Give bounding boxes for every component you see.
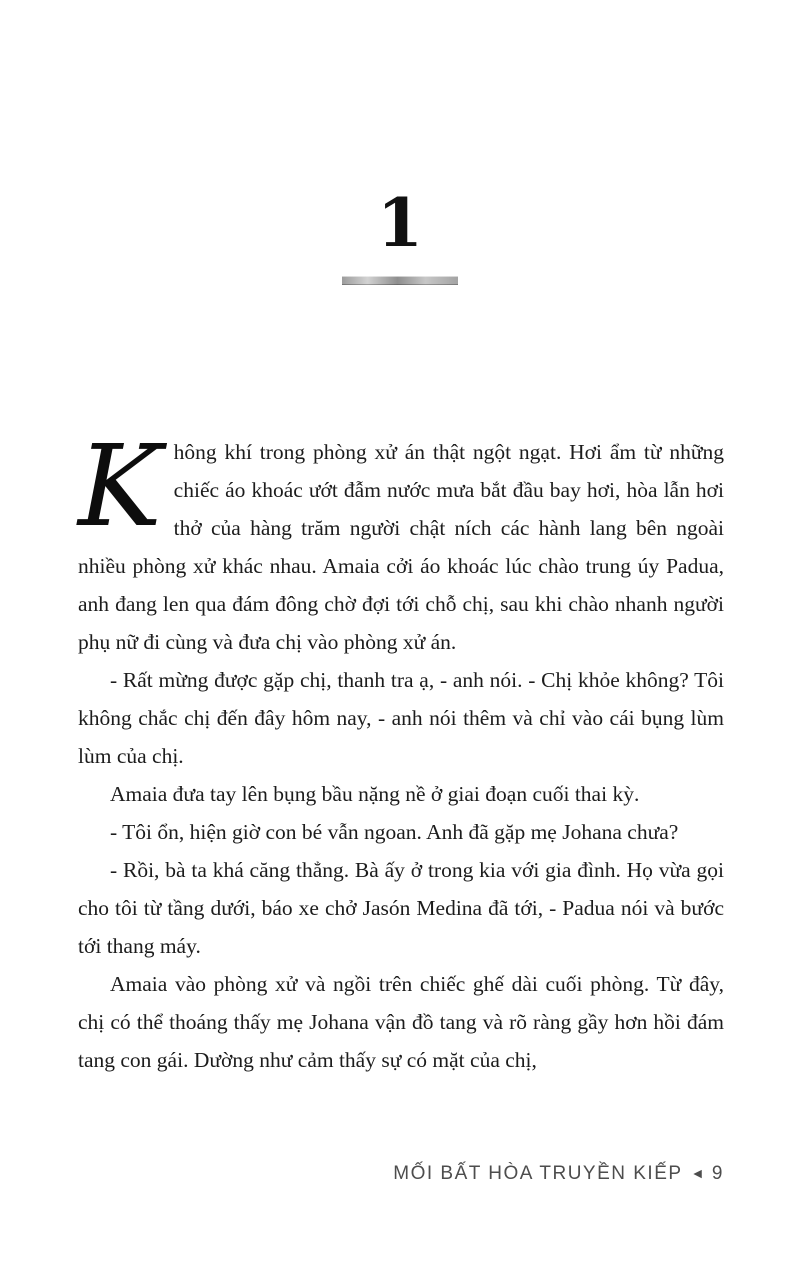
running-title: MỐI BẤT HÒA TRUYỀN KIẾP (393, 1163, 683, 1184)
paragraph: - Tôi ổn, hiện giờ con bé vẫn ngoan. Anh đã gặp mẹ Johana chưa? (110, 820, 679, 844)
body-text (78, 422, 724, 1079)
paragraph: - Rồi, bà ta khá căng thẳng. Bà ấy ở trong kia với gia đình. Họ vừa gọi cho tôi từ tầng dưới, báo xe chở Jasón Medina đã tới, - Padua nói và bước tới thang máy. (78, 858, 724, 958)
page-number: 9 (711, 1163, 724, 1184)
chapter-divider (342, 276, 458, 285)
paragraph: Amaia đưa tay lên bụng bầu nặng nề ở giai đoạn cuối thai kỳ. (110, 782, 640, 806)
paragraph-first (78, 422, 724, 661)
chapter-number: 1 (377, 184, 423, 262)
paragraph: Amaia vào phòng xử và ngồi trên chiếc ghế dài cuối phòng. Từ đây, chị có thể thoáng thấy mẹ Johana vận đồ tang và rõ ràng gầy hơn hồi đám tang con gái. Dường như cảm thấy sự có mặt của chị, (78, 972, 724, 1072)
drop-cap: K (78, 422, 162, 552)
paragraph-text: hông khí trong phòng xử án thật ngột ngạt. Hơi ẩm từ những chiếc áo khoác ướt đẫm nước mưa bắt đầu bay hơi, hòa lẫn hơi thở của hàng trăm người chật ních các hành lang bên ngoài nhiều phòng xử khác nhau. Amaia cởi áo khoác lúc chào trung úy Padua, anh đang len qua đám đông chờ đợi tới chỗ chị, sau khi chào nhanh người phụ nữ đi cùng và đưa chị vào phòng xử án. (78, 440, 724, 654)
left-triangle-icon: ◄ (690, 1165, 706, 1181)
page-footer (393, 1163, 724, 1185)
paragraph: - Rất mừng được gặp chị, thanh tra ạ, - anh nói. - Chị khỏe không? Tôi không chắc chị đến đây hôm nay, - anh nói thêm và chỉ vào cái bụng lùm lùm của chị. (78, 668, 724, 768)
